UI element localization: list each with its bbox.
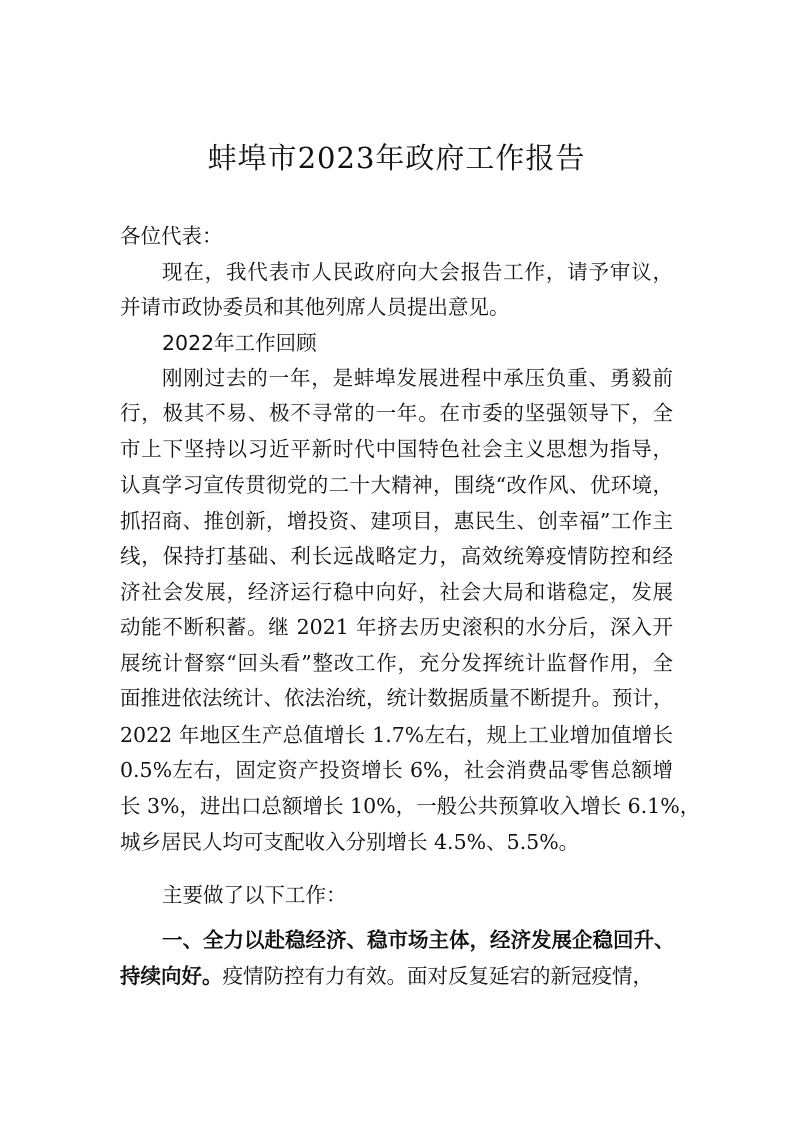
intro-line: 现在，我代表市人民政府向大会报告工作，请予审议， [162,260,673,284]
work-intro: 主要做了以下工作： [162,883,347,907]
paragraph-line: 城乡居民人均可支配收入分别增长 4.5%、5.5%。 [120,830,580,854]
point-heading: 一、全力以赴稳经济、稳市场主体，经济发展企稳回升、 [162,928,675,952]
paragraph-line: 济社会发展，经济运行稳中向好，社会大局和谐稳定，发展 [120,580,673,604]
paragraph-line: 面推进依法统计、依法治统，统计数据质量不断提升。预计， [120,686,674,710]
section-heading: 2022年工作回顾 [162,331,317,355]
paragraph-line: 动能不断积蓄。继 2021 年挤去历史滚积的水分后，深入开 [120,615,673,639]
paragraph-line: 0.5%左右，固定资产投资增长 6%，社会消费品零售总额增 [120,758,673,782]
page-title: 蚌埠市2023年政府工作报告 [207,141,586,175]
paragraph-line: 市上下坚持以习近平新时代中国特色社会主义思想为指导， [120,437,673,461]
paragraph-line: 长 3%，进出口总额增长 10%，一般公共预算收入增长 6.1%， [120,794,701,818]
point-heading-cont: 持续向好。 [120,964,223,988]
point-line [120,962,673,990]
paragraph-line: 展统计督察“回头看”整改工作，充分发挥统计监督作用，全 [120,651,673,675]
point-text: 疫情防控有力有效。面对反复延宕的新冠疫情， [222,964,653,988]
paragraph-line: 行，极其不易、极不寻常的一年。在市委的坚强领导下，全 [120,401,673,425]
paragraph-line: 抓招商、推创新，增投资、建项目，惠民生、创幸福”工作主 [120,509,673,533]
paragraph-line: 2022 年地区生产总值增长 1.7%左右，规上工业增加值增长 [120,723,673,747]
paragraph-line: 刚刚过去的一年，是蚌埠发展进程中承压负重、勇毅前 [162,366,673,390]
salutation: 各位代表： [120,224,223,248]
intro-line: 并请市政协委员和其他列席人员提出意见。 [120,295,510,319]
paragraph-line: 认真学习宣传贯彻党的二十大精神，围绕“改作风、优环境， [120,473,673,497]
paragraph-line: 线，保持打基础、利长远战略定力，高效统筹疫情防控和经 [120,544,673,568]
